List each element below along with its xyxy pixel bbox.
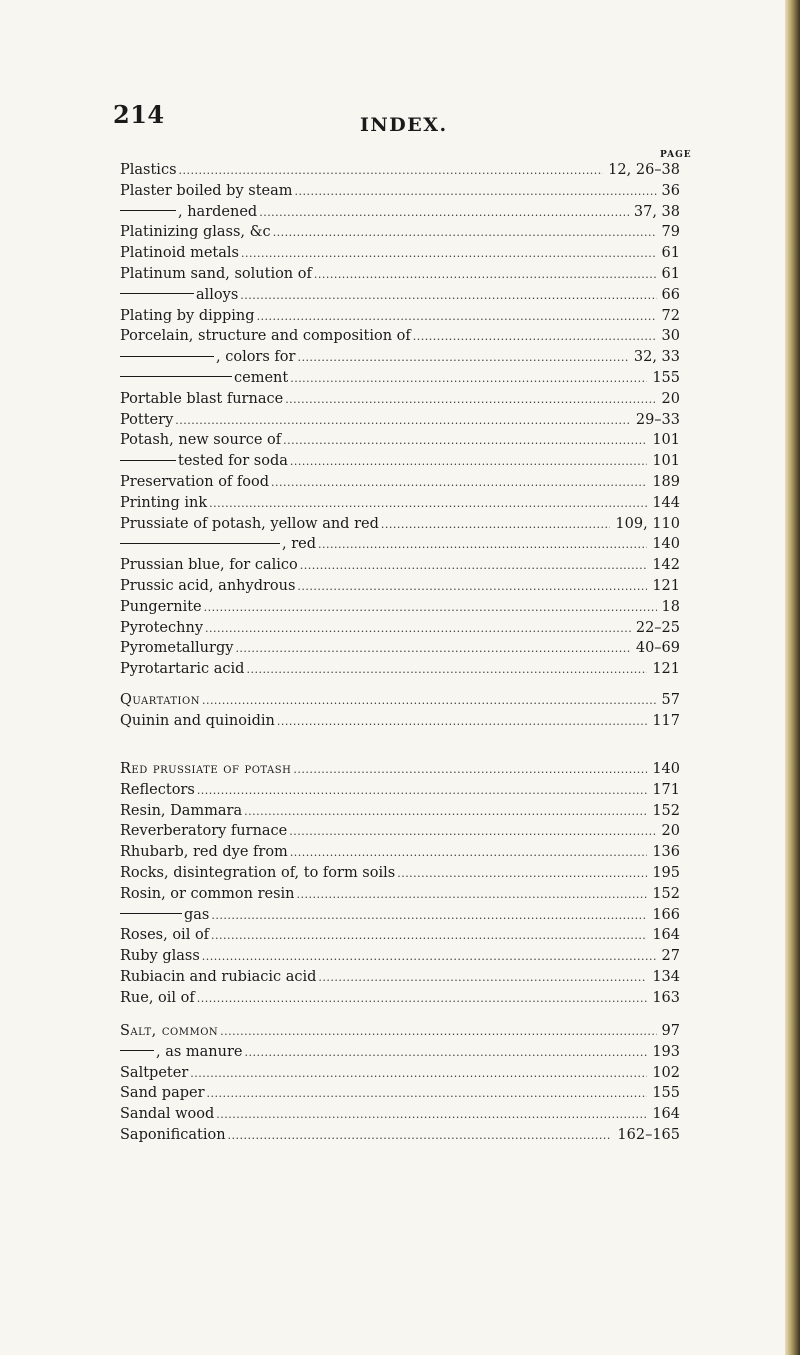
index-entry — [120, 451, 680, 472]
dot-leader — [318, 535, 647, 556]
dot-leader — [295, 182, 657, 203]
index-page-ref: 121 — [652, 661, 680, 678]
dot-leader — [207, 1084, 648, 1105]
ditto-dash — [120, 1050, 154, 1051]
index-page-ref: 61 — [661, 245, 680, 262]
index-term — [120, 618, 203, 639]
dot-leader — [318, 968, 647, 989]
index-entry — [120, 285, 680, 306]
dot-leader — [197, 989, 648, 1010]
dot-leader — [290, 843, 648, 864]
index-page-ref: 102 — [652, 1064, 680, 1081]
index-section-r — [120, 759, 680, 1009]
index-term-text: Reverberatory furnace — [120, 823, 288, 840]
index-page-ref: 57 — [661, 692, 680, 708]
index-page-ref: 72 — [661, 307, 680, 324]
index-term — [120, 801, 242, 822]
index-page-ref: 20 — [661, 390, 680, 407]
index-entry — [120, 780, 680, 801]
index-term-text: , as manure — [156, 1043, 243, 1060]
index-term — [120, 1021, 218, 1042]
index-entry — [120, 576, 680, 597]
index-page-ref: 18 — [661, 598, 680, 615]
index-term-text: Quinin and quinoidin — [120, 712, 275, 729]
index-entry — [120, 160, 680, 181]
index-entry — [120, 1042, 680, 1063]
index-term-text: Rocks, disintegration of, to form soils — [120, 864, 396, 881]
dot-leader — [297, 885, 648, 906]
index-term — [120, 863, 395, 884]
index-page-ref: 193 — [652, 1043, 680, 1060]
index-page-ref: 163 — [652, 989, 680, 1006]
index-entry — [120, 711, 680, 732]
index-term — [120, 946, 200, 967]
index-page-ref: 166 — [652, 906, 680, 923]
index-term — [120, 472, 269, 493]
dot-leader — [300, 556, 648, 577]
index-term-text: Rosin, or common resin — [120, 885, 295, 902]
dot-leader — [197, 781, 648, 802]
index-term — [120, 925, 209, 946]
index-term-text: Printing ink — [120, 494, 208, 511]
index-term — [120, 285, 238, 306]
dot-leader — [259, 203, 629, 224]
dot-leader — [273, 223, 657, 244]
index-term — [120, 430, 281, 451]
dot-leader — [289, 822, 656, 843]
dot-leader — [211, 926, 647, 947]
index-page-ref: 121 — [652, 577, 680, 594]
dot-leader — [235, 639, 630, 660]
index-entry — [120, 555, 680, 576]
index-entry — [120, 946, 680, 967]
index-term — [120, 905, 209, 926]
index-page-ref: 189 — [652, 473, 680, 490]
index-term-text: Pottery — [120, 411, 174, 428]
index-entry — [120, 967, 680, 988]
index-entry — [120, 514, 680, 535]
ditto-dash — [120, 210, 176, 211]
index-term-text: Plaster boiled by steam — [120, 182, 293, 199]
index-term-text: Rue, oil of — [120, 989, 195, 1006]
index-page-ref: 30 — [661, 328, 680, 345]
dot-leader — [277, 712, 647, 733]
dot-leader — [246, 660, 647, 681]
dot-leader — [205, 619, 631, 640]
index-term — [120, 780, 195, 801]
index-term-text: Pyrotartaric acid — [120, 661, 245, 678]
index-term — [120, 842, 288, 863]
index-term-text: , hardened — [178, 203, 258, 220]
index-page-ref: 40–69 — [635, 640, 680, 657]
index-term-text: Pyrometallurgy — [120, 640, 234, 657]
page-edge — [785, 0, 800, 1355]
index-entry — [120, 863, 680, 884]
index-section-q — [120, 690, 680, 732]
index-term-text: Portable blast furnace — [120, 390, 284, 407]
index-page-ref: 140 — [652, 761, 680, 777]
index-term-text: , colors for — [216, 349, 296, 366]
index-entry — [120, 1083, 680, 1104]
index-term — [120, 711, 275, 732]
index-page-ref: 29–33 — [635, 411, 680, 428]
index-entry — [120, 326, 680, 347]
index-term — [120, 884, 295, 905]
index-term-text: gas — [184, 906, 210, 923]
index-term — [120, 493, 207, 514]
index-entry — [120, 1021, 680, 1042]
index-entry — [120, 659, 680, 680]
index-entry — [120, 1125, 680, 1146]
index-term-text: Rubiacin and rubiacic acid — [120, 968, 317, 985]
index-entry — [120, 618, 680, 639]
index-entry — [120, 690, 680, 711]
index-page-ref: 117 — [652, 712, 680, 729]
index-entry — [120, 202, 680, 223]
dot-leader — [241, 244, 657, 265]
index-term-text: , red — [282, 536, 317, 553]
index-entry — [120, 925, 680, 946]
index-page-ref: 101 — [652, 432, 680, 449]
index-page-ref: 136 — [652, 844, 680, 861]
index-term — [120, 306, 255, 327]
index-term — [120, 555, 298, 576]
ditto-dash — [120, 376, 232, 377]
index-page-ref: 142 — [652, 557, 680, 574]
index-term — [120, 1083, 205, 1104]
index-page-ref: 152 — [652, 885, 680, 902]
index-page-ref: 61 — [661, 265, 680, 282]
index-term — [120, 368, 288, 389]
index-entry — [120, 368, 680, 389]
index-page-ref: 164 — [652, 927, 680, 944]
index-term-text: Saponification — [120, 1126, 226, 1143]
index-page-ref: 79 — [661, 224, 680, 241]
dot-leader — [314, 265, 657, 286]
dot-leader — [381, 515, 611, 536]
index-term-text: Prussic acid, anhydrous — [120, 577, 296, 594]
index-entry — [120, 534, 680, 555]
index-page-ref: 155 — [652, 369, 680, 386]
index-term — [120, 222, 271, 243]
index-page-ref: 162–165 — [617, 1126, 680, 1143]
index-page-ref: 27 — [661, 948, 680, 965]
index-term-text: Platinizing glass, &c — [120, 224, 271, 241]
index-term-text: tested for soda — [178, 453, 288, 470]
index-entry — [120, 884, 680, 905]
index-term-text: Ruby glass — [120, 948, 200, 965]
index-term — [120, 690, 200, 711]
ditto-dash — [120, 460, 176, 461]
index-entry — [120, 1063, 680, 1084]
index-entry — [120, 905, 680, 926]
index-entry — [120, 1104, 680, 1125]
index-term-text: Reflectors — [120, 781, 195, 798]
index-entry — [120, 389, 680, 410]
index-entry — [120, 988, 680, 1009]
index-page-ref: 152 — [652, 802, 680, 819]
index-term-text: Platinum sand, solution of — [120, 265, 312, 282]
index-term — [120, 326, 411, 347]
index-term-text: Potash, new source of — [120, 432, 282, 449]
dot-leader — [175, 411, 631, 432]
dot-leader — [211, 906, 647, 927]
index-page-ref: 109, 110 — [615, 515, 680, 532]
index-page-ref: 140 — [652, 536, 680, 553]
dot-leader — [297, 577, 647, 598]
index-term — [120, 160, 177, 181]
page-column-label: PAGE — [660, 150, 692, 160]
index-entry — [120, 306, 680, 327]
index-page-ref: 171 — [652, 781, 680, 798]
dot-leader — [297, 348, 628, 369]
index-term-text: Preservation of food — [120, 473, 270, 490]
index-term-text: Salt, common — [120, 1023, 219, 1039]
index-term — [120, 597, 202, 618]
index-term — [120, 347, 295, 368]
dot-leader — [290, 452, 647, 473]
index-term — [120, 1104, 214, 1125]
index-term — [120, 202, 257, 223]
index-entry — [120, 842, 680, 863]
index-page-ref: 37, 38 — [633, 203, 680, 220]
dot-leader — [202, 947, 657, 968]
index-page-ref: 155 — [652, 1085, 680, 1102]
index-entry — [120, 821, 680, 842]
index-entry — [120, 222, 680, 243]
index-term — [120, 988, 195, 1009]
index-entry — [120, 181, 680, 202]
index-page-ref: 144 — [652, 494, 680, 511]
index-entry — [120, 347, 680, 368]
index-page-ref: 66 — [661, 286, 680, 303]
index-term — [120, 1125, 226, 1146]
index-term-text: Saltpeter — [120, 1064, 189, 1081]
index-term-text: Resin, Dammara — [120, 802, 243, 819]
index-term — [120, 1063, 188, 1084]
index-page-ref: 195 — [652, 864, 680, 881]
index-entry — [120, 243, 680, 264]
index-entry — [120, 801, 680, 822]
dot-leader — [216, 1105, 647, 1126]
index-term-text: Prussiate of potash, yellow and red — [120, 515, 379, 532]
index-term — [120, 410, 173, 431]
index-term-text: alloys — [196, 286, 239, 303]
index-page-ref: 20 — [661, 823, 680, 840]
ditto-dash — [120, 293, 194, 294]
dot-leader — [244, 802, 647, 823]
index-entry — [120, 472, 680, 493]
index-term — [120, 181, 293, 202]
dot-leader — [228, 1126, 613, 1147]
index-term-text: Platinoid metals — [120, 245, 239, 262]
index-entry — [120, 430, 680, 451]
dot-leader — [179, 161, 604, 182]
index-term — [120, 1042, 243, 1063]
index-term — [120, 514, 379, 535]
ditto-dash — [120, 913, 182, 914]
index-term-text: Quartation — [120, 692, 200, 708]
dot-leader — [283, 431, 647, 452]
index-term-text: Roses, oil of — [120, 927, 210, 944]
dot-leader — [245, 1043, 648, 1064]
index-page-ref: 32, 33 — [633, 349, 680, 366]
index-entry — [120, 759, 680, 780]
index-term — [120, 659, 244, 680]
index-term-text: Prussian blue, for calico — [120, 557, 298, 574]
index-entry — [120, 638, 680, 659]
page-number: 214 — [113, 100, 165, 129]
index-section-p — [120, 160, 680, 680]
index-term — [120, 576, 295, 597]
dot-leader — [285, 390, 656, 411]
index-term — [120, 967, 316, 988]
ditto-dash — [120, 356, 214, 357]
index-term-text: Red prussiate of potash — [120, 761, 292, 777]
dot-leader — [293, 760, 647, 781]
dot-leader — [257, 307, 657, 328]
index-term — [120, 264, 312, 285]
index-term — [120, 389, 283, 410]
dot-leader — [202, 691, 657, 712]
index-entry — [120, 410, 680, 431]
dot-leader — [413, 327, 657, 348]
index-term-text: Plastics — [120, 162, 177, 178]
index-page-ref: 97 — [661, 1023, 680, 1039]
index-page-ref: 36 — [661, 182, 680, 199]
index-term — [120, 759, 291, 780]
index-term-text: Pyrotechny — [120, 619, 204, 636]
index-page-ref: 12, 26–38 — [608, 162, 680, 178]
dot-leader — [209, 494, 647, 515]
index-term-text: Plating by dipping — [120, 307, 255, 324]
index-term-text: Rhubarb, red dye from — [120, 844, 288, 861]
ditto-dash — [120, 543, 280, 544]
dot-leader — [204, 598, 657, 619]
dot-leader — [220, 1022, 656, 1043]
dot-leader — [397, 864, 647, 885]
index-term-text: Sandal wood — [120, 1106, 215, 1123]
index-term-text: Porcelain, structure and composition of — [120, 328, 411, 345]
index-page-ref: 134 — [652, 968, 680, 985]
index-page-ref: 101 — [652, 453, 680, 470]
index-entry — [120, 597, 680, 618]
dot-leader — [290, 369, 647, 390]
index-term — [120, 534, 316, 555]
index-term-text: Pungernite — [120, 598, 202, 615]
dot-leader — [190, 1064, 647, 1085]
index-section-s — [120, 1021, 680, 1146]
index-term — [120, 638, 233, 659]
index-entry — [120, 264, 680, 285]
index-page-ref: 164 — [652, 1106, 680, 1123]
index-term — [120, 451, 288, 472]
index-entry — [120, 493, 680, 514]
page-title: INDEX. — [360, 114, 448, 136]
index-term — [120, 243, 239, 264]
dot-leader — [271, 473, 647, 494]
index-page-ref: 22–25 — [635, 619, 680, 636]
dot-leader — [240, 286, 656, 307]
index-term-text: Sand paper — [120, 1085, 205, 1102]
index-term — [120, 821, 287, 842]
index-term-text: cement — [234, 369, 289, 386]
